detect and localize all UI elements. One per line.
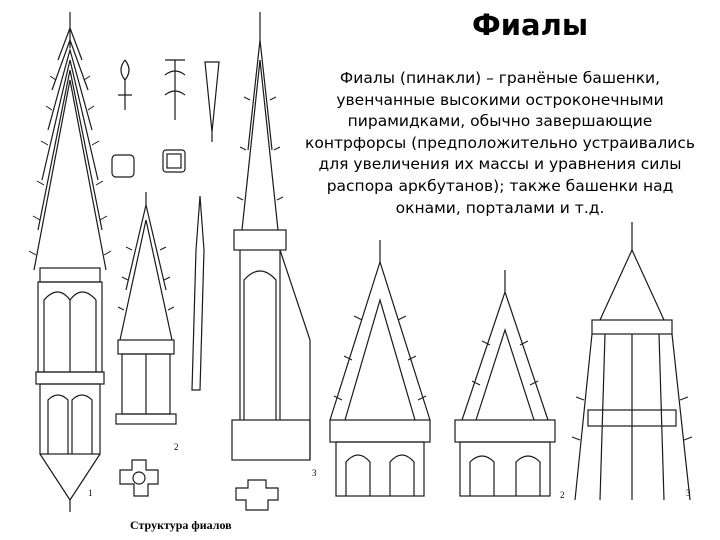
pinnacle-drawing-6	[572, 222, 692, 500]
pinnacle-drawing-2	[116, 192, 204, 424]
floor-plans	[120, 460, 278, 510]
figure-number: 1	[88, 488, 93, 498]
finial-details	[112, 60, 219, 177]
figure-number: 2	[560, 490, 565, 500]
figure-caption: Структура фиалов	[130, 518, 232, 532]
definition-text	[296, 68, 704, 219]
figure-number: 3	[686, 488, 691, 498]
pinnacle-drawing-1	[29, 12, 111, 512]
term: Фиалы (пинакли)	[339, 69, 482, 87]
pinnacle-drawing-4	[330, 240, 430, 496]
pinnacle-drawing-5	[455, 270, 555, 496]
slide-title: Фиалы	[471, 8, 589, 42]
figure-number: 3	[312, 468, 317, 478]
figure-number: 2	[174, 442, 179, 452]
definition: – гранёные башенки, увенчанные высокими остроконечными пирамидками, обычно завершающие контрфорсы (предположительно устраивались для увеличения их массы и уравнения силы распора аркбутанов); также башенки над окнами, порталами и т.д.	[305, 69, 695, 217]
